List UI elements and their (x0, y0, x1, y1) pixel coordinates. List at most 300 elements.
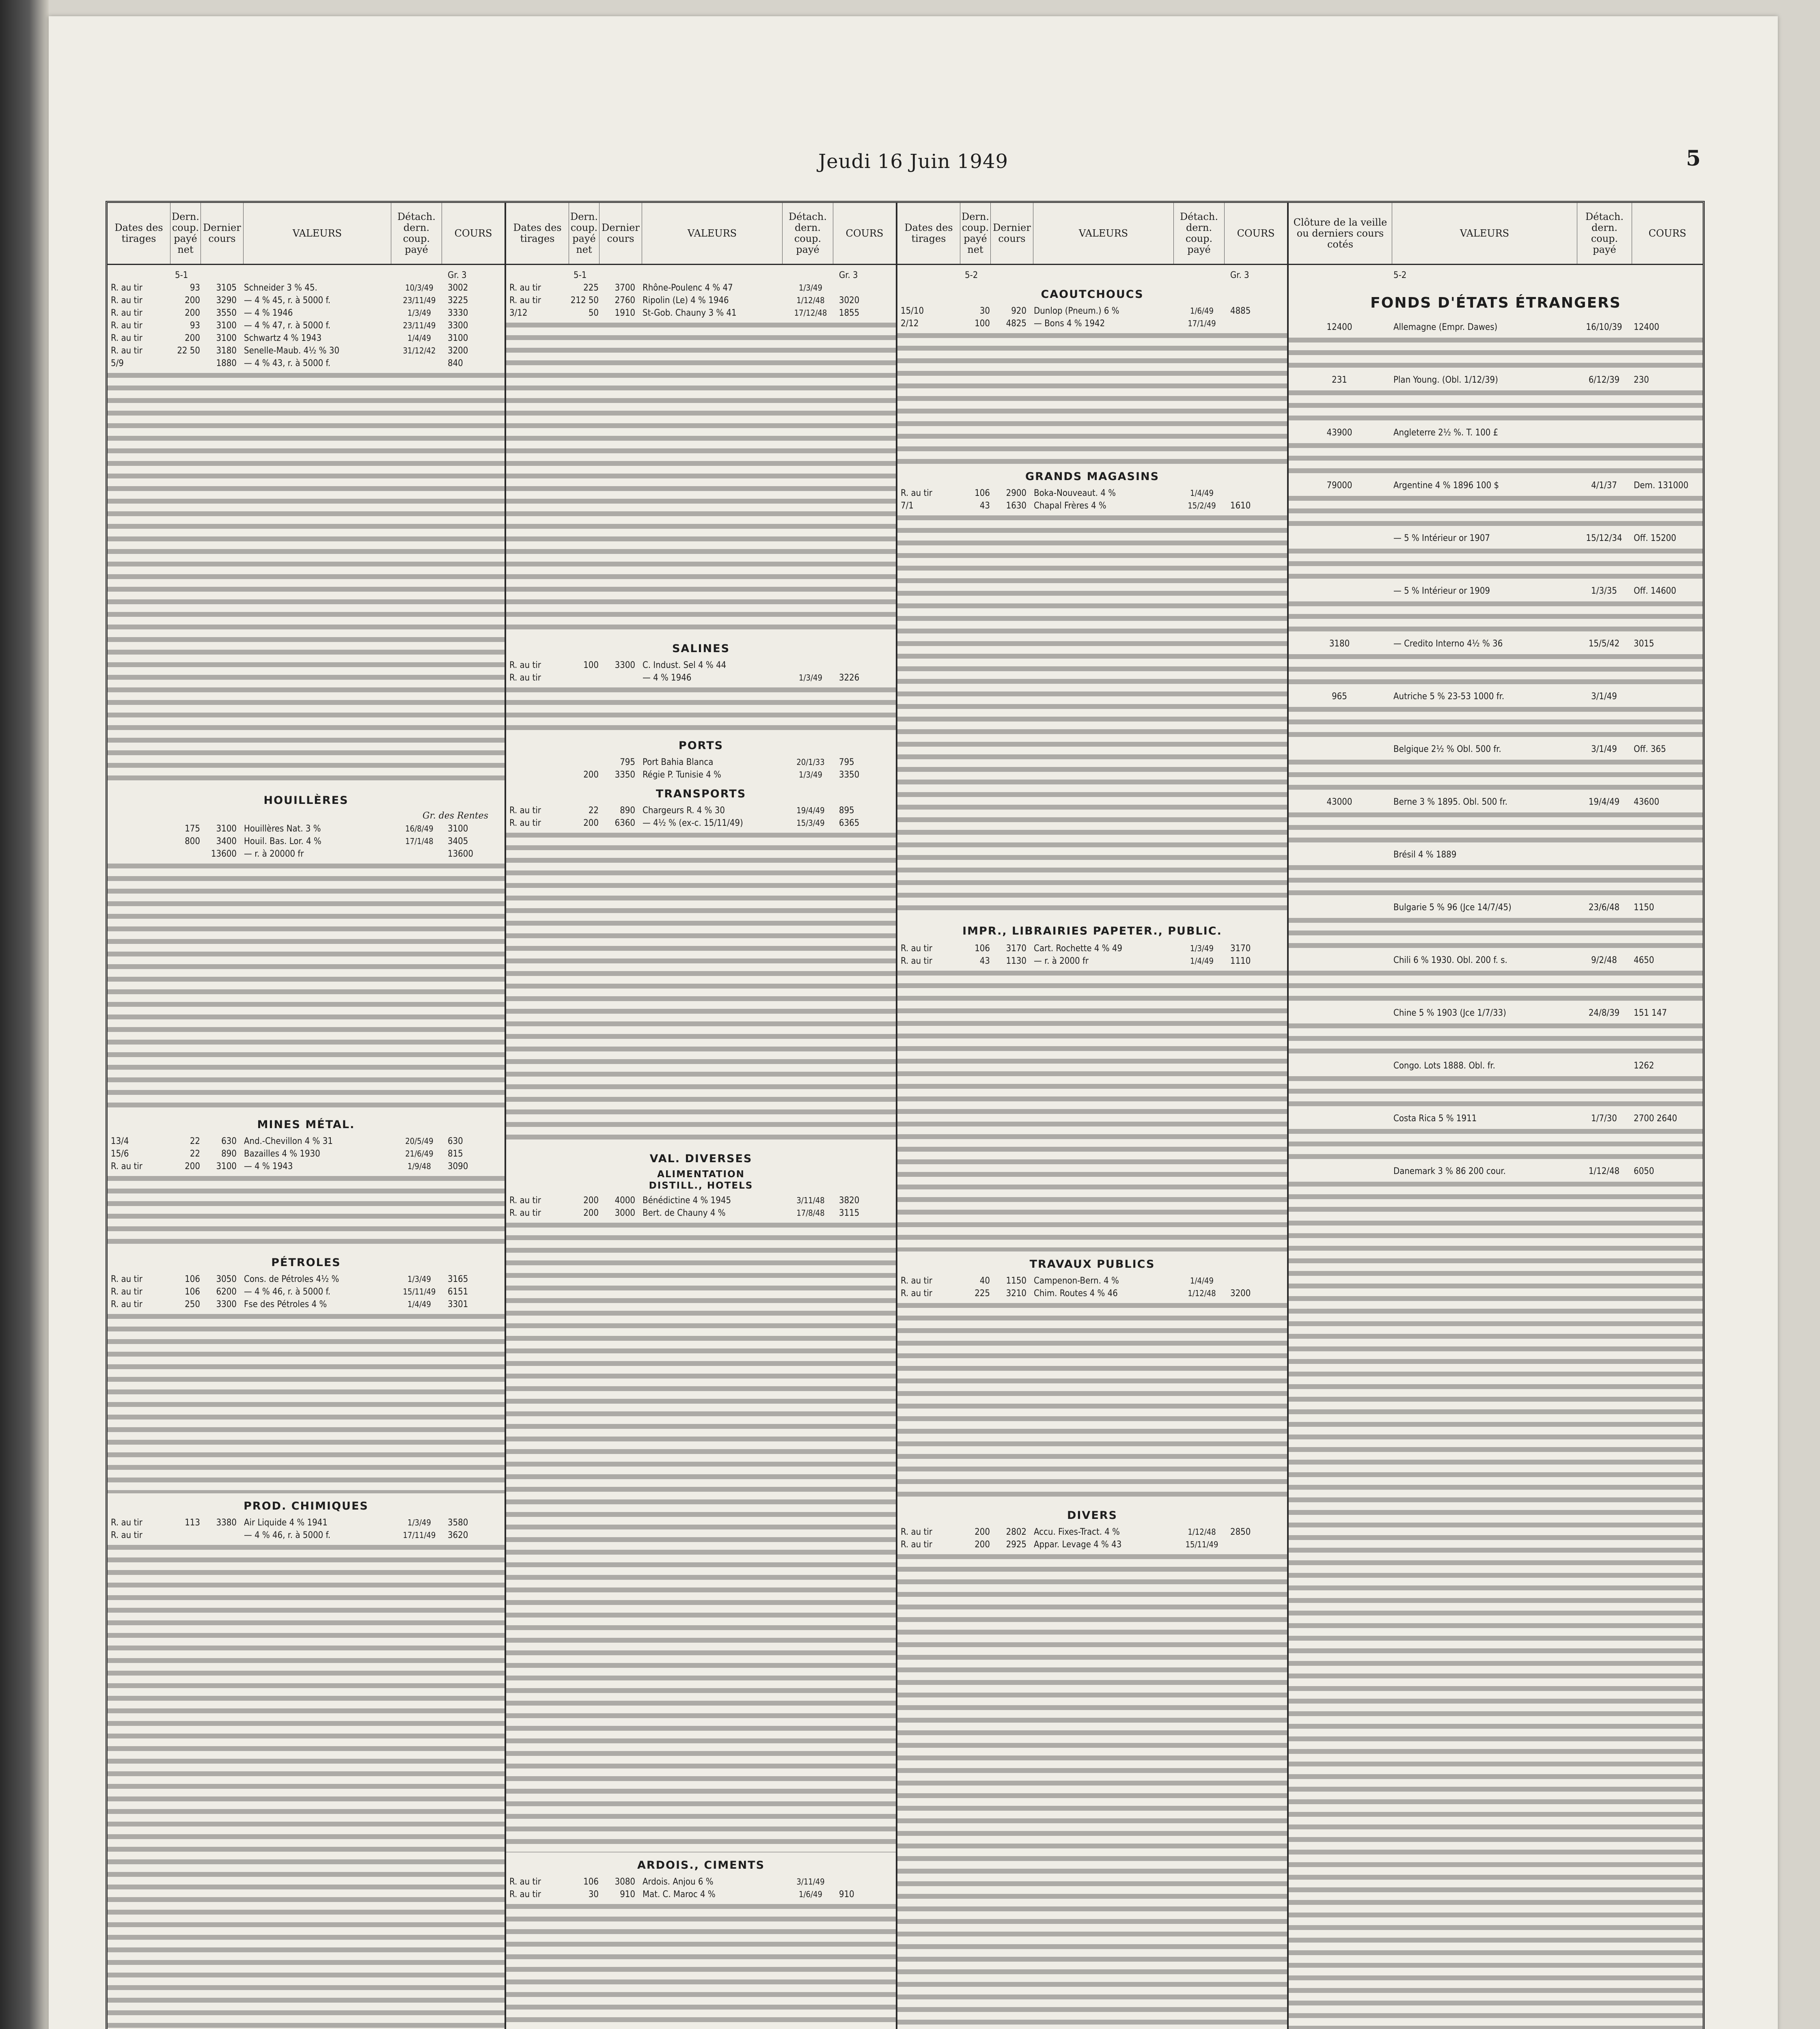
section-title: CAOUTCHOUCS (1041, 288, 1144, 301)
cell-cours: 4650 (1634, 955, 1654, 965)
header-cours: COURS (1237, 227, 1275, 239)
cell-cours: 1855 (839, 308, 860, 318)
cell-dernier-cours: 630 (221, 1136, 237, 1146)
cell-dernier-cours: 3400 (216, 836, 237, 846)
cell-valeur: Mat. C. Maroc 4 % (643, 1889, 716, 1900)
newspaper-page (49, 16, 1778, 2029)
rows-top (108, 282, 505, 370)
cell-dernier-cours: 890 (620, 806, 635, 816)
cell-cours: 3200 (1230, 1288, 1251, 1299)
cell-valeur: — 4 % 46, r. à 5000 f. (244, 1287, 331, 1297)
cell-detach: 1/3/35 (1591, 586, 1617, 596)
cell-dernier-cours: 3180 (216, 346, 237, 356)
cell-dernier-cours: 2925 (1006, 1540, 1026, 1550)
cell-date-tirage: R. au tir (111, 1287, 142, 1297)
cell-cours: 1610 (1230, 501, 1251, 511)
cell-dern-coupon: 200 (185, 1161, 200, 1172)
rows-transports (506, 804, 896, 829)
cell-dernier-cours: 910 (620, 1889, 635, 1900)
section-title: TRAVAUX PUBLICS (1029, 1258, 1155, 1271)
cell-detach: 1/6/49 (799, 1889, 822, 1899)
table-row (506, 1876, 896, 1888)
cell-detach: 1/4/49 (408, 1299, 431, 1309)
header-dates-tirages: Dates des tirages (897, 203, 960, 264)
section-title: PORTS (678, 739, 724, 752)
cell-cours: 6151 (448, 1287, 468, 1297)
cell-dern-coupon (570, 756, 599, 769)
cell-date-tirage: R. au tir (509, 295, 541, 306)
table-row (1289, 1059, 1703, 1073)
cell-date-tirage: R. au tir (509, 673, 541, 683)
table-row (108, 1135, 505, 1148)
cell-date-tirage: R. au tir (111, 1518, 142, 1528)
cell-dernier-cours: 3080 (615, 1877, 635, 1887)
table-row (1289, 1165, 1703, 1178)
column-4 (1289, 203, 1703, 2029)
cell-valeur: Schwartz 4 % 1943 (244, 333, 322, 343)
section-title: PÉTROLES (271, 1256, 341, 1269)
cell-valeur: And.-Chevillon 4 % 31 (244, 1136, 333, 1146)
cell-valeur: — r. à 20000 fr (244, 849, 304, 859)
dense-listing-filler (1289, 704, 1703, 743)
dense-listing-filler (1289, 756, 1703, 795)
cell-valeur: Bazailles 4 % 1930 (244, 1149, 320, 1159)
section-subtitle: DISTILL., HOTELS (649, 1180, 753, 1191)
cell-date-tirage (108, 823, 172, 835)
group-marker: Gr. 3 (448, 270, 467, 280)
cell-dernier-cours: 6200 (216, 1287, 237, 1297)
rows-salines (506, 659, 896, 684)
dense-listing-filler (108, 860, 505, 1112)
cell-date-tirage: R. au tir (901, 956, 932, 966)
cell-dern-coupon (172, 848, 200, 860)
header-detach: Détach. dern. coup. payé (783, 203, 833, 264)
cell-date-tirage: R. au tir (901, 1288, 932, 1299)
cell-dernier-cours: 3700 (615, 283, 635, 293)
cell-cours: 840 (448, 358, 463, 368)
cell-cours: Off. 14600 (1634, 586, 1676, 596)
table-row (506, 1194, 896, 1207)
cell-date-tirage: 3/12 (509, 308, 528, 318)
table-row (108, 1148, 505, 1160)
cell-detach: 1/12/48 (796, 295, 825, 305)
cell-cloture (1289, 584, 1390, 598)
table-row (108, 294, 505, 307)
cell-detach: 1/3/49 (799, 283, 822, 293)
cell-detach: 4/1/37 (1591, 480, 1617, 491)
dense-listing-filler (1289, 1178, 1703, 1217)
dense-listing-filler (506, 829, 896, 1146)
cell-valeur: St-Gob. Chauny 3 % 41 (643, 308, 737, 318)
cell-valeur: Berne 3 % 1895. Obl. 500 fr. (1393, 797, 1508, 807)
cell-cours: 12400 (1634, 322, 1659, 332)
cell-detach: 1/6/49 (1190, 306, 1214, 316)
cell-cloture: 43900 (1326, 428, 1352, 438)
table-row (1289, 426, 1703, 440)
cell-valeur: — 4 % 1943 (244, 1161, 293, 1172)
cell-dern-coupon: 800 (185, 836, 200, 846)
cell-dern-coupon: 200 (185, 308, 200, 318)
cell-date-tirage: R. au tir (901, 488, 932, 498)
cell-cours: 13600 (448, 849, 473, 859)
cell-detach: 1/4/49 (408, 333, 431, 343)
table-row (108, 357, 505, 370)
cell-date-tirage: 2/12 (901, 319, 919, 329)
cell-valeur: — 4½ % (ex-c. 15/11/49) (643, 818, 743, 828)
cell-cloture: 3180 (1329, 639, 1350, 649)
cell-date-tirage (506, 756, 570, 769)
cell-dernier-cours: 3210 (1006, 1288, 1026, 1299)
dense-listing-filler (1289, 1217, 1703, 2029)
section-title: DIVERS (1067, 1509, 1118, 1522)
cell-cours: 4885 (1230, 306, 1251, 316)
cell-detach: 1/3/49 (799, 770, 822, 780)
cell-cours (1630, 426, 1703, 440)
cell-cloture: 231 (1332, 375, 1347, 385)
cell-dernier-cours: 3100 (216, 1161, 237, 1172)
cell-date-tirage (506, 769, 570, 781)
cell-valeur: Fse des Pétroles 4 % (244, 1299, 327, 1310)
cell-detach: 10/3/49 (405, 283, 433, 293)
column-4-header (1289, 203, 1703, 265)
header-dates-tirages: Dates des tirages (506, 203, 569, 264)
cell-detach: 23/11/49 (403, 295, 436, 305)
cell-detach: 16/8/49 (405, 824, 433, 834)
group-marker: 5-1 (574, 270, 587, 280)
page-number: 5 (1686, 146, 1701, 171)
dense-listing-filler (1289, 1073, 1703, 1112)
cell-dernier-cours: 3105 (216, 283, 237, 293)
dense-listing-filler (897, 1300, 1287, 1503)
cell-date-tirage: R. au tir (111, 308, 142, 318)
table-row (1289, 532, 1703, 545)
dense-listing-filler (506, 319, 896, 636)
cell-valeur: Bert. de Chauny 4 % (643, 1208, 726, 1218)
cell-valeur: Danemark 3 % 86 200 cour. (1393, 1166, 1506, 1176)
cell-dernier-cours: 1130 (1006, 956, 1026, 966)
cell-date-tirage: R. au tir (509, 806, 541, 816)
table-row (1289, 795, 1703, 809)
cell-cours: 3002 (448, 283, 468, 293)
cell-valeur: Autriche 5 % 23-53 1000 fr. (1393, 691, 1505, 702)
cell-valeur: Port Bahia Blanca (643, 757, 714, 767)
cell-cours: 3300 (448, 321, 468, 331)
cell-cours: 3405 (448, 836, 468, 846)
cell-valeur: — 4 % 1946 (244, 308, 293, 318)
section-title: TRANSPORTS (656, 788, 746, 800)
column-3-header (897, 203, 1287, 265)
section-title: VAL. DIVERSES (649, 1152, 753, 1165)
column-1-header (108, 203, 505, 265)
cell-dern-coupon: 200 (975, 1527, 990, 1537)
cell-detach: 1/3/49 (408, 308, 431, 318)
cell-dernier-cours: 3170 (1006, 943, 1026, 954)
cell-dernier-cours: 3350 (615, 770, 635, 780)
cell-valeur: Chapal Frères 4 % (1034, 501, 1106, 511)
table-row (897, 955, 1287, 967)
cell-cours: 895 (839, 806, 854, 816)
rows-travaux (897, 1275, 1287, 1300)
cell-detach (1578, 1059, 1630, 1073)
header-cloture: Clôture de la veille ou derniers cours cotés (1289, 203, 1392, 264)
table-row (506, 294, 896, 307)
cell-dern-coupon: 106 (185, 1274, 200, 1284)
cell-detach: 9/2/48 (1591, 955, 1617, 965)
table-row (108, 1286, 505, 1298)
cell-detach (395, 357, 444, 370)
column-4-body (1289, 265, 1703, 2029)
cell-detach (786, 659, 835, 672)
cell-date-tirage: R. au tir (509, 283, 541, 293)
cell-valeur: Air Liquide 4 % 1941 (244, 1518, 328, 1528)
cell-detach: 15/11/49 (403, 1287, 436, 1297)
cell-dern-coupon: 200 (583, 1208, 599, 1218)
cell-detach: 15/12/34 (1586, 533, 1622, 543)
cell-valeur: — 4 % 47, r. à 5000 f. (244, 321, 331, 331)
cell-cours: 3301 (448, 1299, 468, 1310)
cell-dern-coupon: 212 50 (570, 295, 599, 306)
cell-cloture (1289, 743, 1390, 756)
cell-dernier-cours: 3100 (216, 824, 237, 834)
table-row (506, 817, 896, 829)
cell-detach: 21/6/49 (405, 1149, 433, 1159)
cell-date-tirage: R. au tir (509, 1208, 541, 1218)
cell-dern-coupon: 40 (979, 1276, 990, 1286)
cell-valeur: Chim. Routes 4 % 46 (1034, 1288, 1118, 1299)
cell-cloture (1289, 532, 1390, 545)
table-row (897, 305, 1287, 317)
cell-cours: 3225 (448, 295, 468, 306)
cell-dern-coupon: 50 (588, 308, 599, 318)
cell-dernier-cours: 3000 (615, 1208, 635, 1218)
column-2-body (506, 265, 896, 2029)
quotation-table (106, 201, 1705, 2029)
header-valeurs: VALEURS (1392, 203, 1577, 264)
cell-cours: 3165 (448, 1274, 468, 1284)
cell-date-tirage (108, 848, 172, 860)
dense-listing-filler (1289, 1126, 1703, 1165)
cell-valeur: Accu. Fixes-Tract. 4 % (1034, 1527, 1120, 1537)
cell-cloture: 965 (1332, 691, 1347, 702)
cell-dern-coupon: 113 (185, 1518, 200, 1528)
table-row (506, 307, 896, 319)
table-row (108, 1298, 505, 1311)
cell-date-tirage: R. au tir (111, 333, 142, 343)
cell-valeur: Ripolin (Le) 4 % 1946 (643, 295, 729, 306)
table-row (108, 282, 505, 294)
cell-date-tirage: 7/1 (901, 501, 914, 511)
header-dern-coup: Dern. coup. payé net (960, 203, 991, 264)
cell-date-tirage: R. au tir (901, 1276, 932, 1286)
dense-listing-filler (1289, 651, 1703, 690)
cell-cours (835, 659, 896, 672)
section-title: SALINES (672, 642, 730, 655)
cell-dernier-cours: 2900 (1006, 488, 1026, 498)
cell-date-tirage: R. au tir (509, 660, 541, 670)
cell-valeur: — 4 % 45, r. à 5000 f. (244, 295, 331, 306)
cell-cours: 3100 (448, 824, 468, 834)
cell-detach: 15/11/49 (1185, 1540, 1218, 1549)
cell-cours (1630, 690, 1703, 704)
cell-cours (1226, 1538, 1287, 1551)
section-title: HOUILLÈRES (263, 794, 349, 807)
cell-dernier-cours (200, 1529, 241, 1542)
rows-mines (108, 1135, 505, 1173)
dense-listing-filler (1289, 915, 1703, 954)
cell-dernier-cours: 4000 (615, 1195, 635, 1206)
cell-cloture (1289, 1112, 1390, 1126)
cell-dern-coupon: 200 (583, 770, 599, 780)
cell-dern-coupon: 225 (583, 283, 599, 293)
cell-cours: 3350 (839, 770, 860, 780)
cell-date-tirage: R. au tir (111, 1299, 142, 1310)
dense-listing-filler (1289, 334, 1703, 373)
cell-detach: 19/4/49 (1588, 797, 1620, 807)
cell-date-tirage: 13/4 (111, 1136, 129, 1146)
cell-detach: 17/1/48 (405, 836, 433, 846)
cell-dernier-cours: 13600 (211, 849, 237, 859)
dense-listing-filler (897, 967, 1287, 1251)
cell-dernier-cours: 3550 (216, 308, 237, 318)
table-row (506, 672, 896, 684)
cell-cours: 43600 (1634, 797, 1659, 807)
cell-cours (1226, 487, 1287, 500)
cell-dern-coupon: 30 (588, 1889, 599, 1900)
cell-detach: 1/12/48 (1588, 1166, 1620, 1176)
table-row (1289, 901, 1703, 915)
header-valeurs: VALEURS (642, 203, 783, 264)
cell-detach: 1/4/49 (1190, 956, 1214, 966)
dense-listing-filler (108, 1311, 505, 1493)
page-date: Jeudi 16 Juin 1949 (818, 150, 1009, 173)
table-row (108, 1529, 505, 1542)
cell-dern-coupon: 106 (975, 943, 990, 954)
cell-cours: 910 (839, 1889, 854, 1900)
dense-listing-filler (1289, 862, 1703, 901)
cell-cours: 230 (1634, 375, 1649, 385)
cell-cloture (1289, 848, 1390, 862)
cell-dern-coupon: 106 (583, 1877, 599, 1887)
table-row (1289, 321, 1703, 334)
table-row (897, 500, 1287, 512)
cell-cloture: 43000 (1326, 797, 1352, 807)
cell-cours: 3090 (448, 1161, 468, 1172)
header-valeurs: VALEURS (244, 203, 391, 264)
table-row (506, 769, 896, 781)
cell-dern-coupon: 106 (185, 1287, 200, 1297)
cell-cours (1630, 848, 1703, 862)
cell-detach: 6/12/39 (1588, 375, 1620, 385)
group-marker: 5-2 (1393, 270, 1407, 280)
cell-dernier-cours: 3290 (216, 295, 237, 306)
cell-valeur: Cons. de Pétroles 4½ % (244, 1274, 339, 1284)
cell-detach: 1/12/48 (1188, 1527, 1216, 1537)
table-row (897, 1538, 1287, 1551)
table-row (1289, 479, 1703, 493)
cell-date-tirage: R. au tir (111, 346, 142, 356)
cell-valeur: Plan Young. (Obl. 1/12/39) (1393, 375, 1498, 385)
cell-date-tirage (108, 835, 172, 848)
cell-cloture (1289, 1059, 1390, 1073)
cell-dern-coupon: 43 (979, 501, 990, 511)
cell-dernier-cours: 1880 (216, 358, 237, 368)
table-row (897, 1275, 1287, 1287)
cell-detach: 20/1/33 (796, 757, 825, 767)
cell-cours: 795 (839, 757, 854, 767)
cell-detach: 15/5/42 (1588, 639, 1620, 649)
cell-cours: 3330 (448, 308, 468, 318)
cell-valeur: Senelle-Maub. 4½ % 30 (244, 346, 340, 356)
section-title: ARDOIS., CIMENTS (637, 1859, 765, 1872)
table-row (1289, 743, 1703, 756)
cell-valeur: Boka-Nouveaut. 4 % (1034, 488, 1116, 498)
header-detach: Détach. dern. coup. payé (1174, 203, 1225, 264)
cell-cloture (1289, 1165, 1390, 1178)
table-row (1289, 584, 1703, 598)
section-title: MINES MÉTAL. (257, 1118, 355, 1131)
cell-valeur: Rhône-Poulenc 4 % 47 (643, 283, 733, 293)
header-cours: COURS (454, 227, 492, 239)
cell-cours: 3115 (839, 1208, 860, 1218)
cell-dern-coupon (172, 1529, 200, 1542)
cell-detach: 17/1/49 (1188, 319, 1216, 328)
cell-date-tirage: R. au tir (509, 1889, 541, 1900)
column-3-body (897, 265, 1287, 2029)
table-row (897, 942, 1287, 955)
cell-cours: 3580 (448, 1518, 468, 1528)
cell-valeur: Houil. Bas. Lor. 4 % (244, 836, 321, 846)
cell-valeur: C. Indust. Sel 4 % 44 (643, 660, 727, 670)
dense-listing-filler (897, 512, 1287, 918)
cell-valeur: Campenon-Bern. 4 % (1034, 1276, 1119, 1286)
table-row (108, 1516, 505, 1529)
cell-detach: 15/3/49 (796, 818, 825, 828)
header-detach: Détach. dern. coup. payé (1577, 203, 1632, 264)
cell-cloture: 79000 (1326, 480, 1352, 491)
cell-valeur: Costa Rica 5 % 1911 (1393, 1114, 1477, 1124)
column-2-header (506, 203, 896, 265)
table-row (1289, 954, 1703, 967)
table-row (108, 307, 505, 319)
cell-dern-coupon: 200 (185, 333, 200, 343)
dense-listing-filler (506, 1901, 896, 2029)
dense-listing-filler (506, 684, 896, 733)
header-dern-coup: Dern. coup. payé net (569, 203, 599, 264)
cell-detach (1578, 848, 1630, 862)
cell-cloture (1289, 954, 1390, 967)
table-row (506, 1888, 896, 1901)
cell-dern-coupon: 175 (185, 824, 200, 834)
cell-date-tirage: R. au tir (901, 943, 932, 954)
cell-valeur: Dunlop (Pneum.) 6 % (1034, 306, 1119, 316)
cell-dernier-cours: 3300 (615, 660, 635, 670)
cell-date-tirage: R. au tir (111, 1530, 142, 1540)
cell-dern-coupon: 100 (583, 660, 599, 670)
cell-dern-coupon: 22 50 (177, 346, 200, 356)
cell-valeur: Argentine 4 % 1896 100 $ (1393, 480, 1499, 491)
cell-cours: 2850 (1230, 1527, 1251, 1537)
table-row (1289, 1112, 1703, 1126)
cell-dernier-cours: 890 (221, 1149, 237, 1159)
cell-dernier-cours (599, 672, 639, 684)
cell-dernier-cours: 3100 (216, 333, 237, 343)
dense-listing-filler (1289, 545, 1703, 584)
cell-detach: 1/4/49 (1190, 1276, 1214, 1286)
cell-detach: 1/7/30 (1591, 1114, 1617, 1124)
cell-detach: 3/1/49 (1591, 744, 1617, 754)
rows-petroles (108, 1273, 505, 1311)
cell-cours: 3620 (448, 1530, 468, 1540)
